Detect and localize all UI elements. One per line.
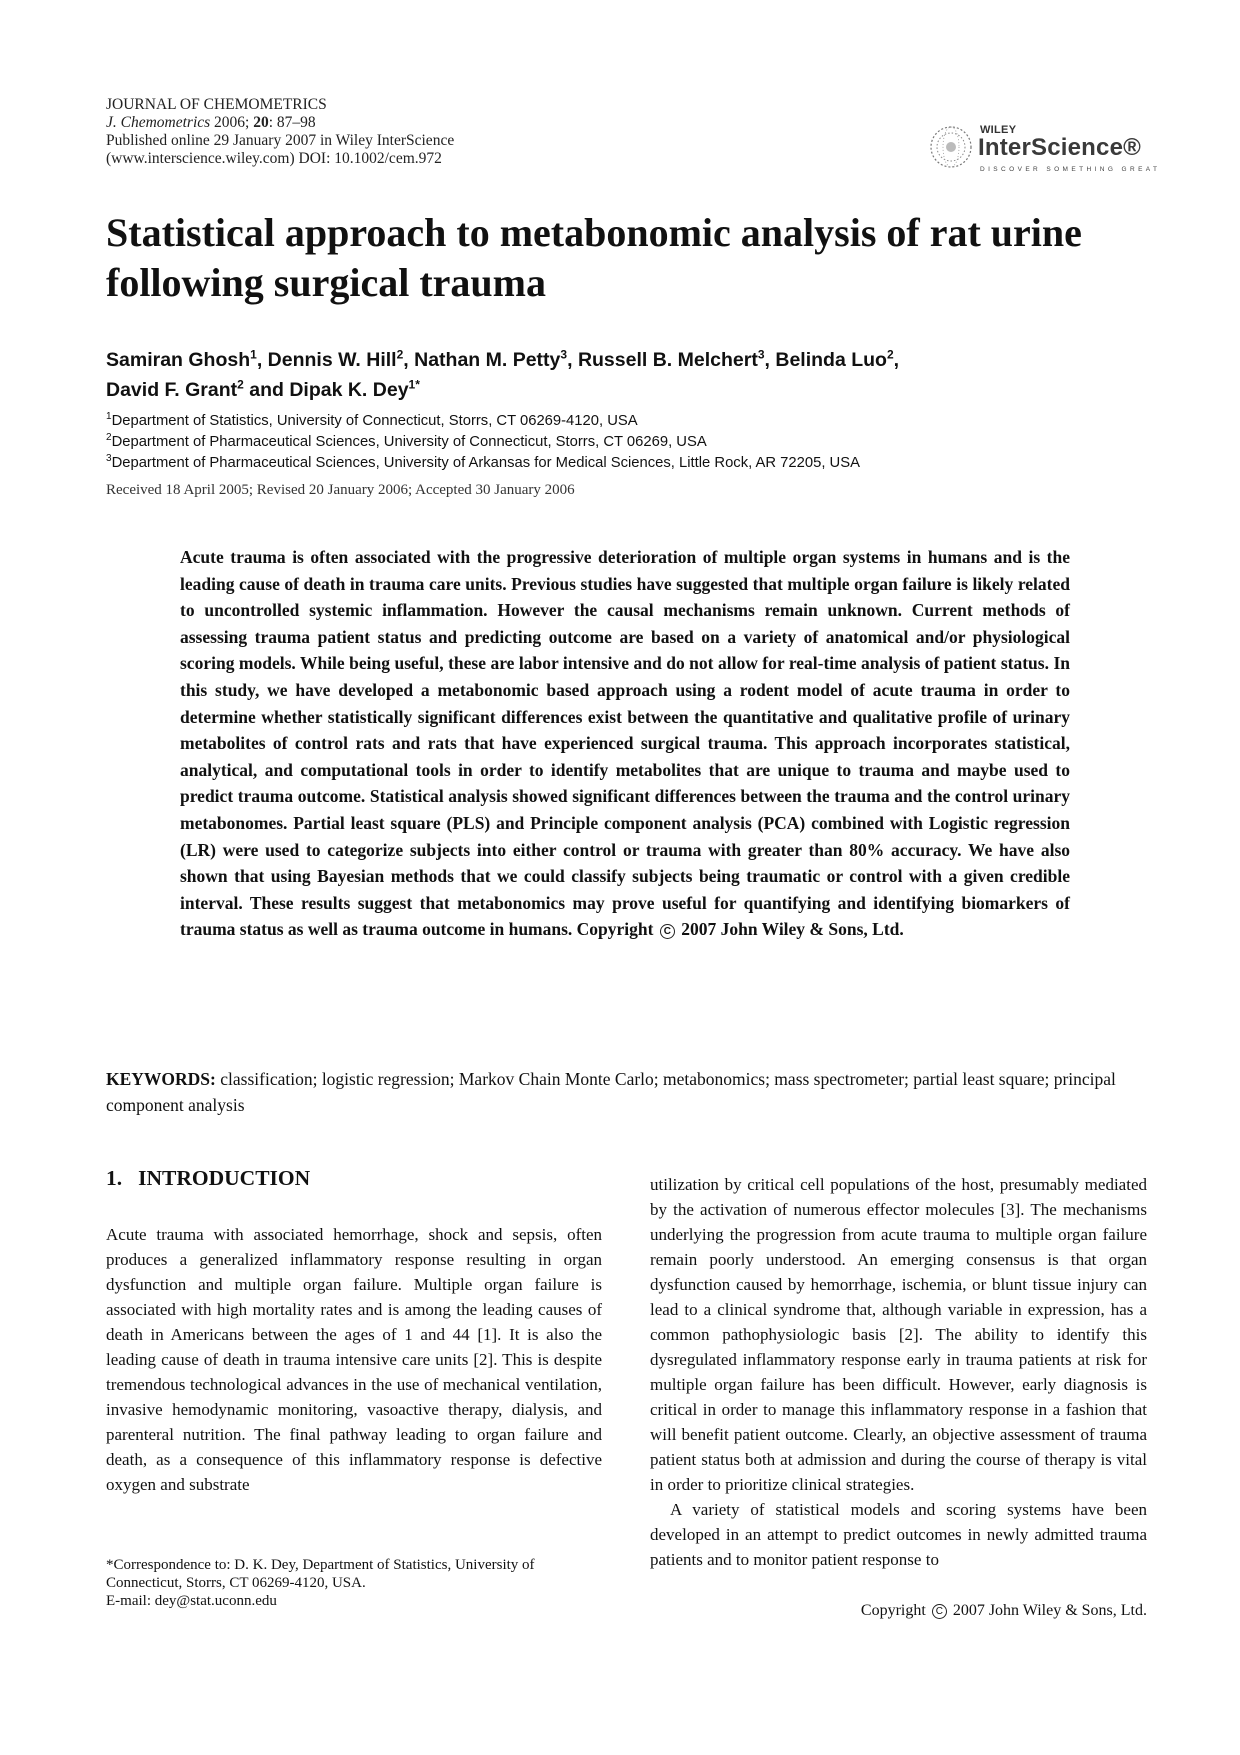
body-paragraph: utilization by critical cell populations of the host, presumably mediated by the activation of numerous effector molecules [3]. The mechanisms underlying the progression from acute trauma to multiple organ failure remain poorly understood. An emerging consensus is that organ dysfunction caused by hemorrhage, ischemia, or blunt tissue injury can lead to a clinical syndrome that, although variable in expression, has a common pathophysiologic basis [2]. The ability to identify this dysregulated inflammatory response early in trauma patients at risk for multiple organ failure has been difficult. However, early diagnosis is critical in order to manage this inflammatory response in a fashion that will benefit patient outcome. Clearly, an objective assessment of trauma patient status both at admission and during the course of therapy is vital in order to prioritize clinical strategies. <box>650 1175 1147 1494</box>
copyright-symbol-icon: C <box>932 1604 947 1619</box>
journal-header <box>106 96 454 168</box>
body-paragraph: Acute trauma with associated hemorrhage, shock and sepsis, often produces a generalized inflammatory response resulting in organ dysfunction and multiple organ failure. Multiple organ failure is associated with high mortality rates and is among the leading causes of death in Americans between the ages of 1 and 44 [1]. It is also the leading cause of death in trauma intensive care units [2]. This is despite tremendous technological advances in the use of mechanical ventilation, invasive hemodynamic monitoring, vasoactive therapy, dialysis, and parenteral nutrition. The final pathway leading to organ failure and death, as a consequence of this inflammatory response is defective oxygen and substrate <box>106 1225 602 1494</box>
page-copyright <box>820 1602 1147 1620</box>
author: Nathan M. Petty$^3$, <box>414 347 578 371</box>
body-column-right <box>650 1172 1147 1572</box>
keywords-label: KEYWORDS: <box>106 1069 216 1089</box>
author: Dipak K. Dey$^{1*}$ <box>289 377 420 401</box>
section-heading <box>106 1166 310 1191</box>
logo-publisher: WILEY <box>980 124 1017 136</box>
citation-volume: 20 <box>253 114 269 131</box>
body-paragraph: A variety of statistical models and scoring systems have been developed in an attempt to predict outcomes in newly admitted trauma patients and to monitor patient response to <box>650 1500 1147 1569</box>
received-dates: Received 18 April 2005; Revised 20 January 2006; Accepted 30 January 2006 <box>106 482 575 498</box>
logo-name: InterScience® <box>978 134 1142 161</box>
affiliation: $^1$Department of Statistics, University of Connecticut, Storrs, CT 06269-4120, USA <box>106 411 638 429</box>
citation-pages: : 87–98 <box>268 114 316 131</box>
article-title: Statistical approach to metabonomic analysis of rat urine following surgical trauma <box>106 210 1082 305</box>
author: Belinda Luo$^2$, <box>775 347 900 371</box>
journal-citation <box>106 114 454 132</box>
keywords-text: classification; logistic regression; Markov Chain Monte Carlo; metabonomics; mass spectrometer; partial least square; principal component analysis <box>106 1069 1116 1115</box>
section-title: INTRODUCTION <box>138 1166 311 1190</box>
doi-line: (www.interscience.wiley.com) DOI: 10.1002/cem.972 <box>106 150 442 167</box>
affiliation-list <box>106 411 1146 474</box>
author: Samiran Ghosh$^1$, <box>106 347 268 371</box>
abstract-text: Acute trauma is often associated with the progressive deterioration of multiple organ systems in humans and is the leading cause of death in trauma care units. Previous studies have suggested that multiple organ failure is likely related to uncontrolled systemic inflammation. However the causal mechanisms remain unknown. Current methods of assessing trauma patient status and predicting outcome are based on a variety of anatomical and/or physiological scoring models. While being useful, these are labor intensive and do not allow for real-time analysis of patient status. In this study, we have developed a metabonomic based approach using a rodent model of acute trauma in order to determine whether statistically significant differences exist between the quantitative and qualitative profile of urinary metabolites of control rats and rats that have experienced surgical trauma. This approach incorporates statistical, analytical, and computational tools in order to identify metabolites that are unique to trauma and maybe used to predict trauma outcome. Statistical analysis showed significant differences between the trauma and the control urinary metabonomes. Partial least square (PLS) and Principle component analysis (PCA) combined with Logistic regression (LR) were used to categorize subjects into either control or trauma with greater than 80% accuracy. We have also shown that using Bayesian methods that we could classify subjects being traumatic or control with a given credible interval. These results suggest that metabonomics may prove useful for quantifying and identifying biomarkers of trauma status as well as trauma outcome in humans. Copyright <box>180 547 1070 940</box>
body-column-left <box>106 1222 602 1497</box>
citation-year: 2006; <box>214 114 250 131</box>
interscience-logo <box>928 122 1161 180</box>
logo-tagline: DISCOVER SOMETHING GREAT <box>980 166 1161 173</box>
affiliation: $^2$Department of Pharmaceutical Sciences, University of Connecticut, Storrs, CT 06269, USA <box>106 432 707 450</box>
author-list <box>106 345 1146 405</box>
globe-icon <box>928 124 974 170</box>
author: David F. Grant$^2$ and <box>106 377 290 401</box>
footnote-email: E-mail: dey@stat.uconn.edu <box>106 1593 277 1609</box>
citation-journal: J. Chemometrics <box>106 114 211 131</box>
correspondence-footnote <box>106 1556 602 1610</box>
author: Dennis W. Hill$^2$, <box>267 347 415 371</box>
copyright-text: 2007 John Wiley & Sons, Ltd. <box>952 1602 1147 1619</box>
footnote-correspondence: *Correspondence to: D. K. Dey, Department of Statistics, University of Connecticut, Storrs, CT 06269-4120, USA. <box>106 1557 535 1591</box>
keywords <box>106 1066 1146 1118</box>
abstract-copyright-holder: John Wiley & Sons, Ltd. <box>720 919 904 940</box>
section-number: 1. <box>106 1166 123 1190</box>
journal-name: JOURNAL OF CHEMOMETRICS <box>106 96 327 113</box>
abstract <box>180 544 1070 943</box>
abstract-copyright-year: 2007 <box>681 919 717 940</box>
copyright-prefix: Copyright <box>860 1602 926 1619</box>
author: Russell B. Melchert$^3$, <box>577 347 776 371</box>
published-line: Published online 29 January 2007 in Wiley InterScience <box>106 132 455 149</box>
affiliation: $^3$Department of Pharmaceutical Sciences, University of Arkansas for Medical Sciences, Little Rock, AR 72205, USA <box>106 453 860 471</box>
copyright-symbol-icon: C <box>660 924 675 939</box>
